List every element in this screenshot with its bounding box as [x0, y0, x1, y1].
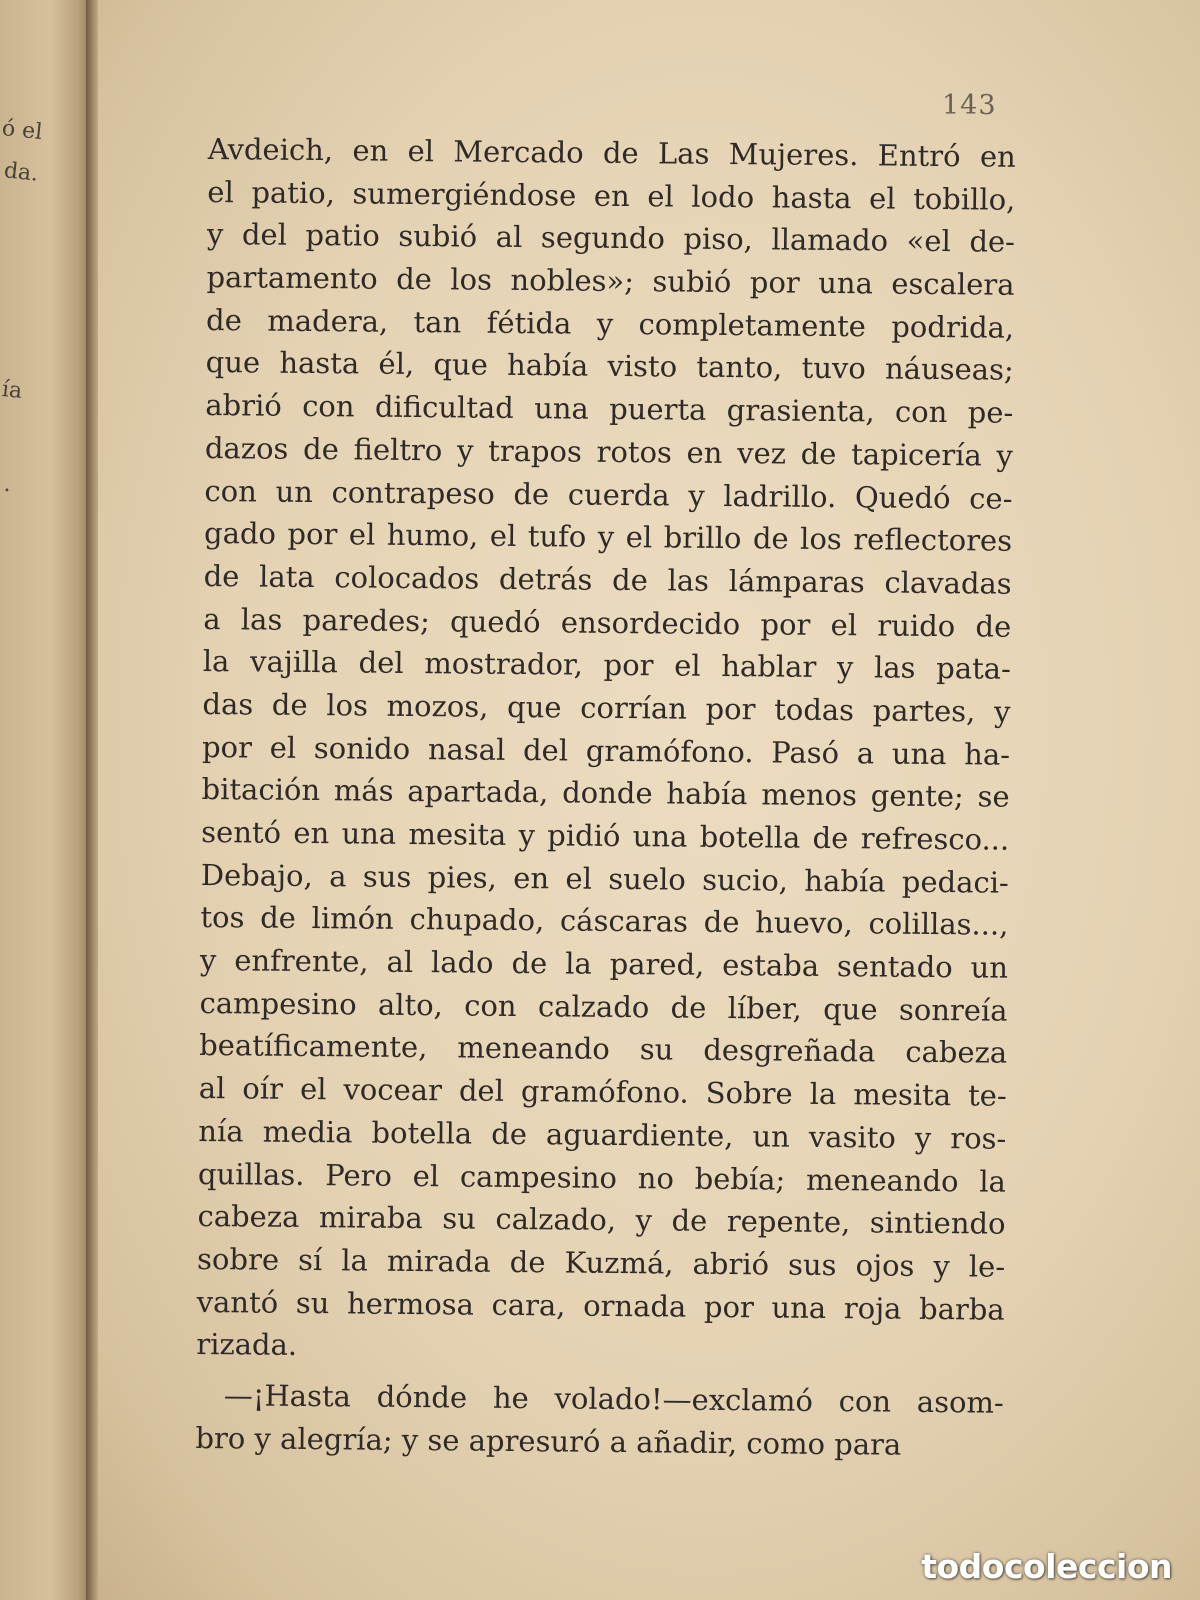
text-line: cabeza miraba su calzado, y de repente, sintiendo	[197, 1199, 1006, 1241]
text-line: el patio, sumergiéndose en el lodo hasta el tobillo,	[207, 174, 1016, 217]
body-text	[195, 128, 1016, 1467]
text-line: al oír el vocear del gramófono. Sobre la mesita te-	[198, 1071, 1007, 1113]
text-line: nía media botella de aguardiente, un vasito y ros-	[198, 1113, 1007, 1156]
left-page-fragment: da.	[2, 158, 40, 187]
text-line: gado por el humo, el tufo y el brillo de los reflectores	[203, 516, 1013, 558]
text-line: Debajo, a sus pies, en el suelo sucio, había pedaci-	[200, 857, 1009, 900]
text-line: a las paredes; quedó ensordecido por el ruido de	[203, 601, 1012, 644]
left-page-fragment: ía	[0, 377, 24, 404]
page-number: 143	[942, 90, 997, 121]
watermark-logo: todocoleccion	[921, 1547, 1172, 1586]
text-line: abrió con dificultad una puerta grasienta, con pe-	[205, 388, 1014, 430]
text-line: tos de limón chupado, cáscaras de huevo, colillas...,	[200, 900, 1009, 943]
left-page-fragment: ó el	[0, 115, 44, 146]
text-line: de madera, tan fétida y completamente podrida,	[205, 302, 1015, 345]
text-line: la vajilla del mostrador, por el hablar y las pata-	[202, 644, 1012, 686]
text-line: y del patio subió al segundo piso, llamado «el de-	[206, 217, 1016, 260]
text-line: dazos de fieltro y trapos rotos en vez de tapicería y	[204, 430, 1014, 473]
text-line: y enfrente, al lado de la pared, estaba sentado un	[199, 943, 1009, 985]
text-line: rizada.	[196, 1327, 298, 1363]
text-line: partamento de los nobles»; subió por una escalera	[206, 260, 1015, 302]
text-line: por el sonido nasal del gramófono. Pasó a una ha-	[201, 729, 1011, 772]
text-line: Avdeich, en el Mercado de Las Mujeres. Entró en	[207, 131, 1016, 174]
left-page-edge	[0, 0, 92, 1600]
text-line: con un contrapeso de cuerda y ladrillo. Quedó ce-	[204, 473, 1013, 516]
text-line: —¡Hasta dónde he volado!—exclamó con asom-	[223, 1378, 1004, 1420]
text-line: quillas. Pero el campesino no bebía; meneando la	[197, 1156, 1007, 1199]
text-line: beatíficamente, meneando su desgreñada cabeza	[199, 1028, 1008, 1071]
text-line: bitación más apartada, donde había menos gente; se	[201, 772, 1010, 815]
text-line: sobre sí la mirada de Kuzmá, abrió sus ojos y le-	[196, 1241, 1006, 1284]
text-line: campesino alto, con calzado de líber, que sonreía	[199, 985, 1008, 1028]
left-page-fragment: .	[2, 471, 13, 498]
text-line: bro y alegría; y se apresuró a añadir, como para	[195, 1420, 902, 1462]
text-line: sentó en una mesita y pidió una botella de refresco...	[201, 814, 1010, 857]
text-line: que hasta él, que había visto tanto, tuvo náuseas;	[205, 345, 1014, 388]
text-line: das de los mozos, que corrían por todas partes, y	[202, 686, 1011, 729]
text-line: de lata colocados detrás de las lámparas clavadas	[203, 558, 1012, 601]
text-line: vantó su hermosa cara, ornada por una roja barba	[196, 1284, 1005, 1327]
